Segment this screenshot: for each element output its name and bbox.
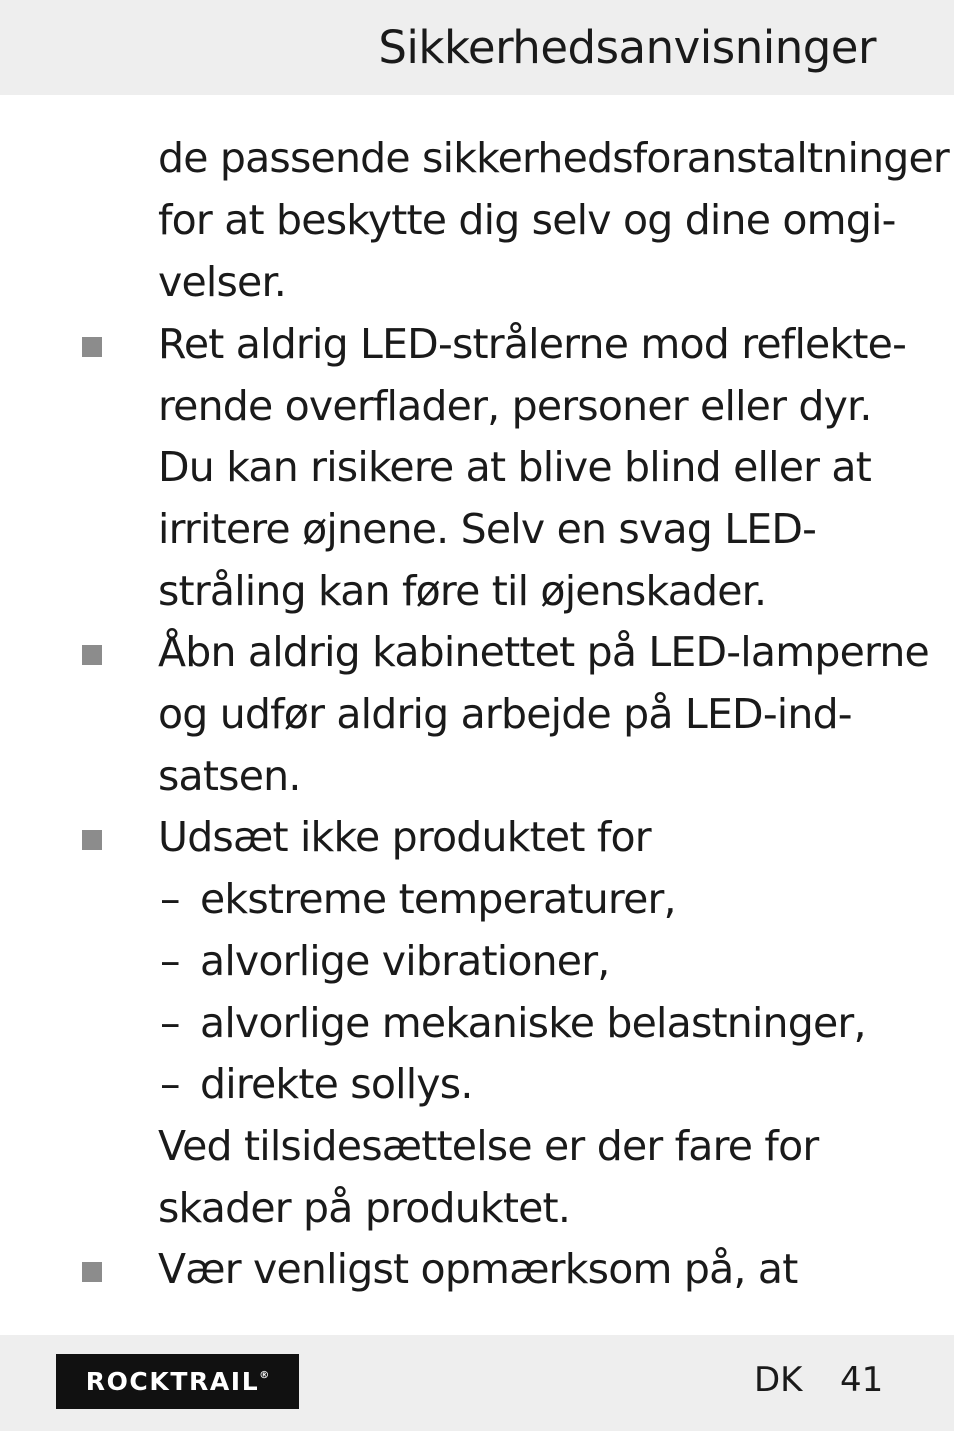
page-title: Sikkerhedsanvisninger <box>378 21 876 74</box>
text-line: Ret aldrig LED-strålerne mod reflekte- <box>158 320 907 368</box>
list-item: ekstreme temperaturer, <box>200 875 676 923</box>
page-footer <box>0 1335 954 1431</box>
dash-marker: – <box>160 937 181 985</box>
dash-marker: – <box>160 999 181 1047</box>
text-line: for at beskytte dig selv og dine omgi- <box>158 196 896 244</box>
text-line: stråling kan føre til øjenskader. <box>158 567 767 615</box>
text-line: Åbn aldrig kabinettet på LED-lamperne <box>158 628 929 676</box>
text-line: Vær venligst opmærksom på, at <box>158 1245 798 1293</box>
language-code: DK <box>754 1360 803 1400</box>
text-line: velser. <box>158 258 286 306</box>
list-item: alvorlige vibrationer, <box>200 937 610 985</box>
text-line: rende overflader, personer eller dyr. <box>158 382 872 430</box>
text-line: Du kan risikere at blive blind eller at <box>158 443 872 491</box>
text-line: og udfør aldrig arbejde på LED-ind- <box>158 690 852 738</box>
bullet-marker-icon <box>82 1262 102 1282</box>
registered-mark: ® <box>259 1370 270 1381</box>
list-item: alvorlige mekaniske belastninger, <box>200 999 866 1047</box>
text-line: Ved tilsidesættelse er der fare for <box>158 1122 819 1170</box>
bullet-marker-icon <box>82 337 102 357</box>
text-line: irritere øjnene. Selv en svag LED- <box>158 505 817 553</box>
bullet-marker-icon <box>82 645 102 665</box>
text-line: de passende sikkerhedsforanstaltninger <box>158 134 949 182</box>
brand-name: ROCKTRAIL <box>85 1367 260 1396</box>
text-line: Udsæt ikke produktet for <box>158 813 651 861</box>
list-item: direkte sollys. <box>200 1060 473 1108</box>
page-header <box>0 0 954 95</box>
text-line: skader på produktet. <box>158 1184 571 1232</box>
page-number: 41 <box>840 1360 884 1400</box>
text-line: satsen. <box>158 752 301 800</box>
dash-marker: – <box>160 1060 181 1108</box>
bullet-marker-icon <box>82 830 102 850</box>
dash-marker: – <box>160 875 181 923</box>
rocktrail-logo <box>56 1354 299 1409</box>
